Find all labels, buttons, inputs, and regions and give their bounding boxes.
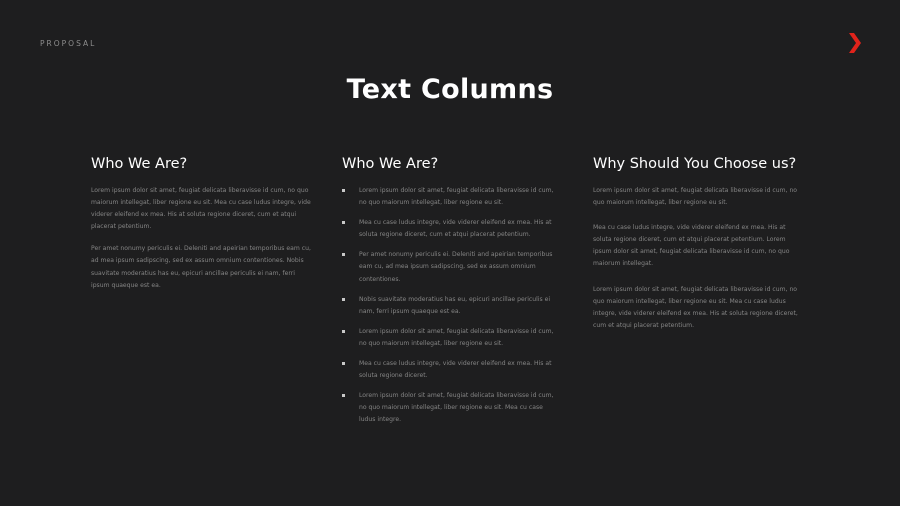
square-bullet-icon: [342, 298, 345, 301]
column-heading: Who We Are?: [342, 156, 439, 172]
list-item: [342, 294, 557, 318]
list-item: [342, 217, 557, 241]
section-label: PROPOSAL: [40, 39, 97, 48]
square-bullet-icon: [342, 394, 345, 397]
list-item: [342, 390, 557, 426]
square-bullet-icon: [342, 189, 345, 192]
column-who-we-are: [91, 156, 311, 302]
list-item-text: Nobis suavitate moderatius has eu, epicuri ancillae periculis ei nam, ferri ipsum quaeque est ea.: [359, 295, 551, 315]
square-bullet-icon: [342, 253, 345, 256]
bullet-list: [342, 185, 557, 427]
list-item-text: Per amet nonumy periculis ei. Deleniti and apeirian temporibus eam cu, ad mea ipsum sadipscing, sed ex assum omnium contentiones.: [359, 251, 553, 283]
list-item: [342, 358, 557, 382]
page-title: Text Columns: [346, 74, 554, 105]
list-item: [342, 326, 557, 350]
column-heading: Who We Are?: [91, 156, 188, 172]
square-bullet-icon: [342, 362, 345, 365]
list-item-text: Lorem ipsum dolor sit amet, feugiat delicata liberavisse id cum, no quo maiorum intellegat, liber regione eu sit. Mea cu case ludus integre.: [359, 392, 554, 424]
column-paragraph: Lorem ipsum dolor sit amet, feugiat delicata liberavisse id cum, no quo maiorum intellegat, liber regione eu sit.: [593, 187, 798, 207]
list-item: [342, 249, 557, 285]
column-paragraph: Per amet nonumy periculis ei. Deleniti and apeirian temporibus eam cu, ad mea ipsum sadipscing, sed ex assum omnium contentiones. Nobis suavitate moderatius has eu, epicuri ancillae periculis ei nam, ferri ipsum quaeque est ea.: [91, 245, 311, 289]
list-item-text: Mea cu case ludus integre, vide viderer eleifend ex mea. His at soluta regione diceret.: [359, 360, 552, 380]
column-who-we-are-list: [342, 156, 557, 435]
column-paragraph: Lorem ipsum dolor sit amet, feugiat delicata liberavisse id cum, no quo maiorum intellegat, liber regione eu sit. Mea cu case ludus integre, vide viderer eleifend ex mea. His at soluta regione diceret, cum et atqui placerat petentium.: [593, 285, 798, 329]
square-bullet-icon: [342, 221, 345, 224]
column-why-choose-us: [593, 156, 803, 345]
list-item-text: Lorem ipsum dolor sit amet, feugiat delicata liberavisse id cum, no quo maiorum intellegat, liber regione eu sit.: [359, 327, 554, 347]
list-item-text: Mea cu case ludus integre, vide viderer eleifend ex mea. His at soluta regione diceret, cum et atqui placerat petentium.: [359, 219, 552, 239]
column-paragraph: Lorem ipsum dolor sit amet, feugiat delicata liberavisse id cum, no quo maiorum intellegat, liber regione eu sit. Mea cu case ludus integre, vide viderer eleifend ex mea. His at soluta regione diceret, cum et atqui placerat petentium.: [91, 187, 311, 231]
square-bullet-icon: [342, 330, 345, 333]
column-paragraph: Mea cu case ludus integre, vide viderer eleifend ex mea. His at soluta regione diceret, cum et atqui placerat petentium. Lorem ipsum dolor sit amet, feugiat delicata liberavisse id cum, no quo maiorum intellegat.: [593, 224, 790, 268]
chevron-logo-icon: [849, 33, 861, 53]
list-item-text: Lorem ipsum dolor sit amet, feugiat delicata liberavisse id cum, no quo maiorum intellegat, liber regione eu sit.: [359, 187, 554, 207]
column-heading: Why Should You Choose us?: [593, 156, 797, 172]
list-item: [342, 185, 557, 209]
